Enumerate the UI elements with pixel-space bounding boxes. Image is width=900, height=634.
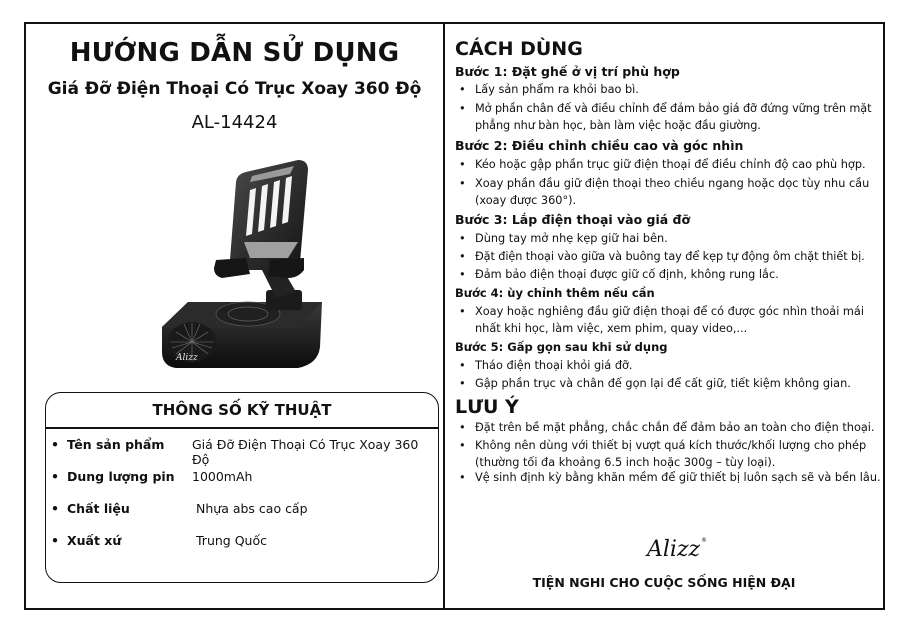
step-title: Bước 3: Lắp điện thoại vào giá đỡ — [455, 212, 691, 227]
list-item: • Mở phần chân đế và điều chỉnh để đảm bảo giá đỡ đứng vững trên mặt phẳng như bàn học, bàn làm việc hoặc đầu giường. — [475, 101, 883, 134]
list-item: • Đặt trên bề mặt phẳng, chắc chắn để đảm bảo an toàn cho điện thoại. — [475, 420, 883, 437]
step-title: Bước 5: Gấp gọn sau khi sử dụng — [455, 340, 668, 354]
list-item: • Đảm bảo điện thoại được giữ cố định, không rung lắc. — [475, 267, 883, 284]
brand-logo-text: Alizz — [647, 537, 701, 562]
spec-value: Trung Quốc — [196, 533, 267, 548]
page-title: HƯỚNG DẪN SỬ DỤNG — [69, 38, 400, 68]
list-item: • Đặt điện thoại vào giữa và buông tay để kẹp tự động ôm chặt thiết bị. — [475, 249, 883, 266]
brand-logo — [645, 532, 709, 562]
left-panel — [26, 24, 443, 608]
spec-title: THÔNG SỐ KỸ THUẬT — [152, 401, 332, 419]
list-item: • Vệ sinh định kỳ bằng khăn mềm để giữ thiết bị luôn sạch sẽ và bền lâu. — [475, 470, 883, 487]
bullet-icon: • — [51, 437, 59, 452]
product-name: Giá Đỡ Điện Thoại Có Trục Xoay 360 Độ — [47, 79, 422, 99]
spec-divider — [46, 427, 438, 429]
slogan: TIỆN NGHI CHO CUỘC SỐNG HIỆN ĐẠI — [532, 575, 796, 590]
list-item: • Không nên dùng với thiết bị vượt quá kích thước/khối lượng cho phép (thường tối đa khoảng 6.5 inch hoặc 300g – tùy loại). — [475, 438, 883, 471]
list-item: • Lấy sản phẩm ra khỏi bao bì. — [475, 82, 883, 99]
bullet-icon: • — [51, 533, 59, 548]
spec-value: 1000mAh — [192, 469, 253, 484]
right-panel — [445, 24, 883, 608]
usage-heading: CÁCH DÙNG — [455, 38, 583, 60]
spec-row — [46, 437, 438, 467]
spec-key: Dung lượng pin — [67, 469, 175, 484]
list-item: • Tháo điện thoại khỏi giá đỡ. — [475, 358, 883, 375]
spec-table — [45, 392, 439, 583]
step-title: Bước 1: Đặt ghế ở vị trí phù hợp — [455, 64, 680, 79]
spec-value: Nhựa abs cao cấp — [196, 501, 308, 516]
registered-mark: ® — [701, 537, 707, 544]
model-number: AL-14424 — [191, 112, 278, 133]
bullet-icon: • — [51, 501, 59, 516]
spec-key: Chất liệu — [67, 501, 130, 516]
step-title: Bước 2: Điều chỉnh chiều cao và góc nhìn — [455, 138, 744, 153]
list-item: • Xoay phần đầu giữ điện thoại theo chiều ngang hoặc dọc tùy nhu cầu (xoay được 360°). — [475, 176, 883, 209]
base-logo: Alizz — [176, 353, 198, 363]
notes-heading: LƯU Ý — [455, 396, 519, 418]
spec-row — [46, 533, 438, 557]
list-item: • Dùng tay mở nhẹ kẹp giữ hai bên. — [475, 231, 883, 248]
list-item: • Kéo hoặc gập phần trục giữ điện thoại để điều chỉnh độ cao phù hợp. — [475, 157, 883, 174]
bullet-icon: • — [51, 469, 59, 484]
spec-row — [46, 469, 438, 493]
spec-key: Xuất xứ — [67, 533, 122, 548]
spec-row — [46, 501, 438, 525]
phone-stand-image — [148, 142, 328, 392]
spec-key: Tên sản phẩm — [67, 437, 165, 452]
spec-value: Giá Đỡ Điện Thoại Có Trục Xoay 360 Độ — [192, 437, 419, 467]
step-title: Bước 4: ùy chỉnh thêm nếu cần — [455, 286, 655, 300]
list-item: • Gập phần trục và chân đế gọn lại để cất giữ, tiết kiệm không gian. — [475, 376, 883, 393]
list-item: • Xoay hoặc nghiêng đầu giữ điện thoại để có được góc nhìn thoải mái nhất khi học, làm việc, xem phim, quay video,... — [475, 304, 883, 337]
